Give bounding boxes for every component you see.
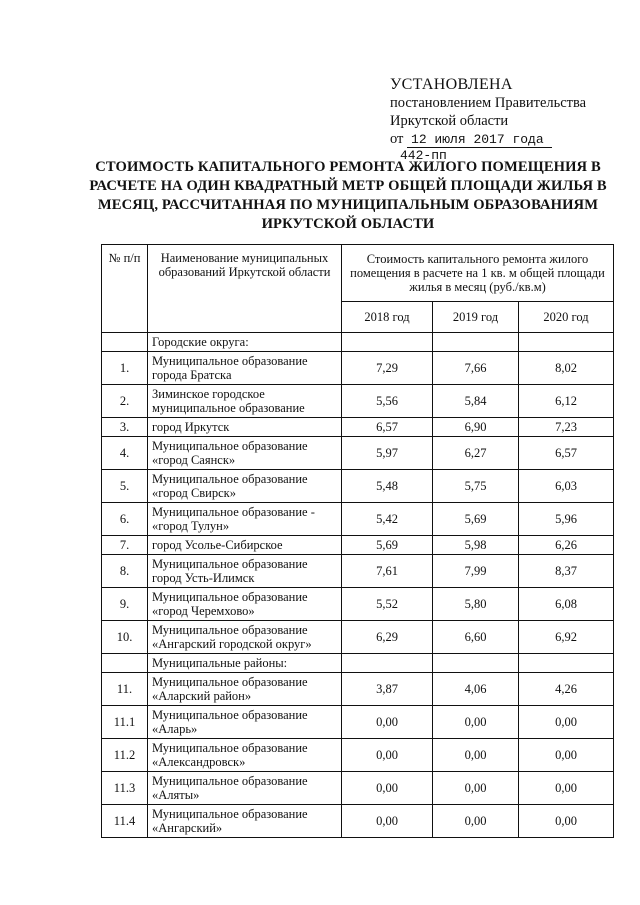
row-name: Муниципальное образование «Аляты»	[148, 772, 342, 805]
row-value-2019: 6,27	[433, 437, 519, 470]
row-value-2018: 6,57	[342, 418, 433, 437]
row-value-2019: 5,84	[433, 385, 519, 418]
row-value-2019: 6,60	[433, 621, 519, 654]
row-value-2018: 0,00	[342, 706, 433, 739]
approval-date-line	[390, 130, 630, 148]
row-value-2020: 8,37	[519, 555, 614, 588]
row-value-2019: 7,99	[433, 555, 519, 588]
row-value-2020: 6,03	[519, 470, 614, 503]
approval-stamp	[390, 76, 630, 164]
row-name: Муниципальное образование «город Саянск»	[148, 437, 342, 470]
row-name: город Иркутск	[148, 418, 342, 437]
header-year-2019: 2019 год	[433, 302, 519, 333]
row-value-2020: 8,02	[519, 352, 614, 385]
row-num: 3.	[102, 418, 148, 437]
table-row	[102, 470, 614, 503]
row-value-2018: 0,00	[342, 739, 433, 772]
approval-heading: УСТАНОВЛЕНА	[390, 76, 513, 93]
row-name: Муниципальное образование «Ангарский»	[148, 805, 342, 838]
header-num: № п/п	[102, 245, 148, 333]
row-value-2020: 0,00	[519, 706, 614, 739]
row-value-2018: 5,56	[342, 385, 433, 418]
row-name: Муниципальное образование «Ангарский городской округ»	[148, 621, 342, 654]
section-municipal-districts	[102, 654, 614, 673]
row-value-2019: 4,06	[433, 673, 519, 706]
row-name: Муниципальное образование город Усть-Илимск	[148, 555, 342, 588]
row-value-2019: 5,98	[433, 536, 519, 555]
row-value-2018: 5,97	[342, 437, 433, 470]
table-row	[102, 805, 614, 838]
row-value-2020: 5,96	[519, 503, 614, 536]
table-row	[102, 739, 614, 772]
header-year-2018: 2018 год	[342, 302, 433, 333]
row-value-2018: 3,87	[342, 673, 433, 706]
section-num-cell	[102, 333, 148, 352]
table-row	[102, 673, 614, 706]
row-value-2018: 5,42	[342, 503, 433, 536]
section-empty-cell	[433, 333, 519, 352]
header-name: Наименование муниципальных образований Иркутской области	[148, 245, 342, 333]
row-value-2020: 6,92	[519, 621, 614, 654]
row-num: 1.	[102, 352, 148, 385]
row-value-2020: 6,57	[519, 437, 614, 470]
cost-table	[101, 244, 614, 838]
section-label: Городские округа:	[148, 333, 342, 352]
table-header-row	[102, 245, 614, 302]
row-value-2019: 0,00	[433, 772, 519, 805]
approval-number: 442-пп	[400, 148, 447, 163]
section-empty-cell	[519, 333, 614, 352]
row-value-2020: 6,26	[519, 536, 614, 555]
row-value-2019: 6,90	[433, 418, 519, 437]
row-value-2019: 5,69	[433, 503, 519, 536]
row-value-2019: 0,00	[433, 805, 519, 838]
row-value-2018: 0,00	[342, 772, 433, 805]
row-num: 2.	[102, 385, 148, 418]
table-row	[102, 536, 614, 555]
section-city-districts	[102, 333, 614, 352]
table-row	[102, 706, 614, 739]
table-row	[102, 555, 614, 588]
approval-date: 12 июля 2017 года	[407, 132, 552, 148]
row-value-2020: 6,08	[519, 588, 614, 621]
row-name: Муниципальное образование «Александровск»	[148, 739, 342, 772]
row-name: Муниципальное образование города Братска	[148, 352, 342, 385]
row-name: Муниципальное образование «Аларский район»	[148, 673, 342, 706]
row-value-2020: 6,12	[519, 385, 614, 418]
row-name: Муниципальное образование «город Черемхово»	[148, 588, 342, 621]
row-num: 11.4	[102, 805, 148, 838]
row-value-2019: 0,00	[433, 739, 519, 772]
row-num: 10.	[102, 621, 148, 654]
row-value-2019: 5,80	[433, 588, 519, 621]
section-num-cell	[102, 654, 148, 673]
document-title: СТОИМОСТЬ КАПИТАЛЬНОГО РЕМОНТА ЖИЛОГО ПОМЕЩЕНИЯ В РАСЧЕТЕ НА ОДИН КВАДРАТНЫЙ МЕТР ОБЩЕЙ ПЛОЩАДИ ЖИЛЬЯ В МЕСЯЦ, РАССЧИТАННАЯ ПО МУНИЦИПАЛЬНЫМ ОБРАЗОВАНИЯМ ИРКУТСКОЙ ОБЛАСТИ	[89, 159, 607, 232]
row-num: 7.	[102, 536, 148, 555]
row-value-2019: 5,75	[433, 470, 519, 503]
row-name: Муниципальное образование - «город Тулун»	[148, 503, 342, 536]
row-num: 11.3	[102, 772, 148, 805]
section-empty-cell	[342, 654, 433, 673]
row-value-2018: 5,52	[342, 588, 433, 621]
row-value-2018: 5,69	[342, 536, 433, 555]
row-name: Муниципальное образование «Аларь»	[148, 706, 342, 739]
row-value-2020: 4,26	[519, 673, 614, 706]
row-value-2020: 0,00	[519, 772, 614, 805]
section-empty-cell	[342, 333, 433, 352]
row-num: 11.1	[102, 706, 148, 739]
header-cost: Стоимость капитального ремонта жилого помещения в расчете на 1 кв. м общей площади жилья в месяц (руб./кв.м)	[342, 245, 614, 302]
approval-region: Иркутской области	[390, 113, 509, 129]
table-row	[102, 437, 614, 470]
approval-from-label: от	[390, 131, 404, 147]
table-row	[102, 418, 614, 437]
row-value-2018: 7,29	[342, 352, 433, 385]
row-value-2019: 0,00	[433, 706, 519, 739]
table-row	[102, 588, 614, 621]
row-num: 11.2	[102, 739, 148, 772]
table-row	[102, 621, 614, 654]
row-value-2018: 0,00	[342, 805, 433, 838]
row-name: Зиминское городское муниципальное образование	[148, 385, 342, 418]
row-num: 8.	[102, 555, 148, 588]
row-value-2018: 7,61	[342, 555, 433, 588]
row-num: 5.	[102, 470, 148, 503]
header-year-2020: 2020 год	[519, 302, 614, 333]
row-num: 6.	[102, 503, 148, 536]
table-row	[102, 772, 614, 805]
row-value-2020: 0,00	[519, 805, 614, 838]
row-value-2019: 7,66	[433, 352, 519, 385]
row-value-2020: 7,23	[519, 418, 614, 437]
row-num: 9.	[102, 588, 148, 621]
section-empty-cell	[433, 654, 519, 673]
row-name: город Усолье-Сибирское	[148, 536, 342, 555]
row-value-2018: 6,29	[342, 621, 433, 654]
approval-decree: постановлением Правительства	[390, 95, 587, 111]
row-name: Муниципальное образование «город Свирск»	[148, 470, 342, 503]
table-row	[102, 385, 614, 418]
table-row	[102, 352, 614, 385]
row-num: 11.	[102, 673, 148, 706]
row-value-2018: 5,48	[342, 470, 433, 503]
row-value-2020: 0,00	[519, 739, 614, 772]
row-num: 4.	[102, 437, 148, 470]
section-empty-cell	[519, 654, 614, 673]
table-row	[102, 503, 614, 536]
section-label: Муниципальные районы:	[148, 654, 342, 673]
